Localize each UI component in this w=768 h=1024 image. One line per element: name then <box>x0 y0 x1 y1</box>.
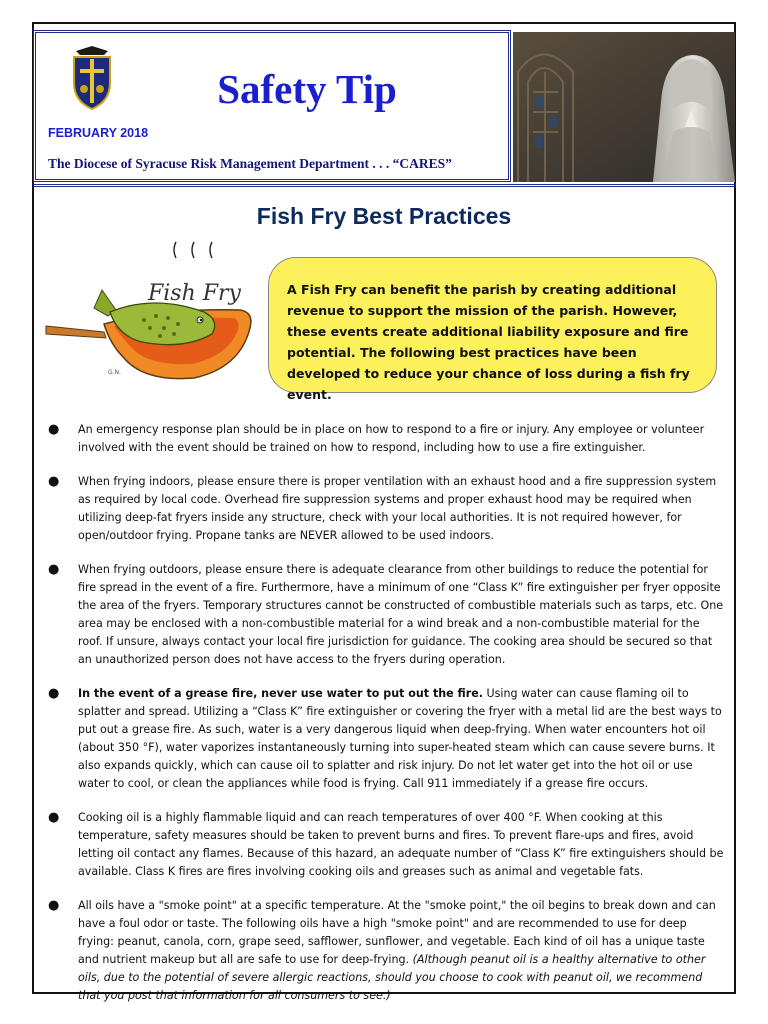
fish-fry-illustration <box>44 238 272 398</box>
page-title: Safety Tip <box>217 66 397 112</box>
bullet-bold-lead: In the event of a grease fire, never use water to put out the fire. <box>78 687 483 700</box>
bullet-icon: ● <box>48 422 60 437</box>
intro-callout: A Fish Fry can benefit the parish by creating additional revenue to support the mission of the parish. However, these events create additional liability exposure and fire potential. The following best practices have been developed to reduce your chance of loss during a fish fry event. <box>268 257 717 393</box>
bullet-text: When frying indoors, please ensure there is proper ventilation with an exhaust hood and a fire suppression system as required by local code. Overhead fire suppression systems and proper exhaust hood may be required when utilizing deep-fat fryers inside any structure, check with your local authorities. It is not required however, for open/outdoor frying. Propane tanks are NEVER allowed to be used indoors. <box>78 475 717 542</box>
bullet-text: When frying outdoors, please ensure there is adequate clearance from other buildings to reduce the potential for fire spread in the event of a fire. Furthermore, have a minimum of one “Class K” fire extinguisher per fryer opposite the area of the fryers. Temporary structures cannot be constructed of combustible materials such as tarps, etc. One area may be enclosed with a non-combustible material for a wind break and a non-combustible material for the roof. If unsure, always contact your local fire jurisdiction for guidance. The cooking area should be secured so that an unauthorized person does not have access to the fryers during operation. <box>78 563 724 666</box>
artist-signature: G.N. <box>108 369 121 376</box>
header-box <box>33 30 511 182</box>
bullet-icon: ● <box>48 898 60 913</box>
list-item <box>44 685 724 793</box>
bullet-icon: ● <box>48 562 60 577</box>
section-title: Fish Fry Best Practices <box>256 203 512 229</box>
department-line: The Diocese of Syracuse Risk Management Department . . . “CARES” <box>48 156 452 171</box>
madonna-statue-photo <box>513 32 735 182</box>
bullet-text: All oils have a "smoke point" at a specific temperature. At the "smoke point," the oil begins to break down and can have a foul odor or taste. The following oils have a high "smoke point" and are recommended to use for deep frying: peanut, canola, corn, grape seed, safflower, sunflower, and vegetable. Each kind of oil has a unique taste and nutrient makeup but all are safe to use for deep-frying. <box>78 899 716 966</box>
bullet-text: An emergency response plan should be in place on how to respond to a fire or injury. Any employee or volunteer involved with the event should be trained on how to respond, including how to use a fire extinguisher. <box>78 423 705 454</box>
bullet-text: Using water can cause flaming oil to splatter and spread. Utilizing a “Class K” fire extinguisher or covering the fryer with a metal lid are the best ways to put out a grease fire. As such, water is a very dangerous liquid when deep-frying. When water encounters hot oil (about 350 °F), water vaporizes instantaneously turning into super-heated steam which can cause severe burns. It also expands quickly, which can cause oil to splatter and risk injury. Do not let water get into the hot oil or use water to cool, or clean the appliances while food is frying. Call 911 immediately if a grease fire occurs. <box>78 687 722 790</box>
bullet-icon: ● <box>48 686 60 701</box>
list-item <box>44 473 724 545</box>
list-item <box>44 809 724 881</box>
best-practices-list <box>44 421 724 1021</box>
bullet-italic-note: (Although peanut oil is a healthy alternative to other oils, due to the potential of severe allergic reactions, should you choose to cook with peanut oil, we recommend that you post that information for all consumers to see.) <box>78 953 706 1002</box>
bullet-icon: ● <box>48 474 60 489</box>
fish-fry-label: Fish Fry <box>148 281 241 306</box>
statue-photo-illustration <box>513 32 735 182</box>
bullet-icon: ● <box>48 810 60 825</box>
list-item <box>44 561 724 669</box>
list-item <box>44 897 724 1005</box>
bullet-text: Cooking oil is a highly flammable liquid and can reach temperatures of over 400 °F. When cooking at this temperature, safety measures should be taken to prevent burns and fires. To prevent flare-ups and fires, avoid letting oil contact any flames. Because of this hazard, an adequate number of “Class K” fire extinguishers should be available. Class K fires are fires involving cooking oils and greases such as animal and vegetable fats. <box>78 811 724 878</box>
header-divider <box>33 184 736 193</box>
list-item <box>44 421 724 457</box>
issue-date: FEBRUARY 2018 <box>48 126 149 140</box>
